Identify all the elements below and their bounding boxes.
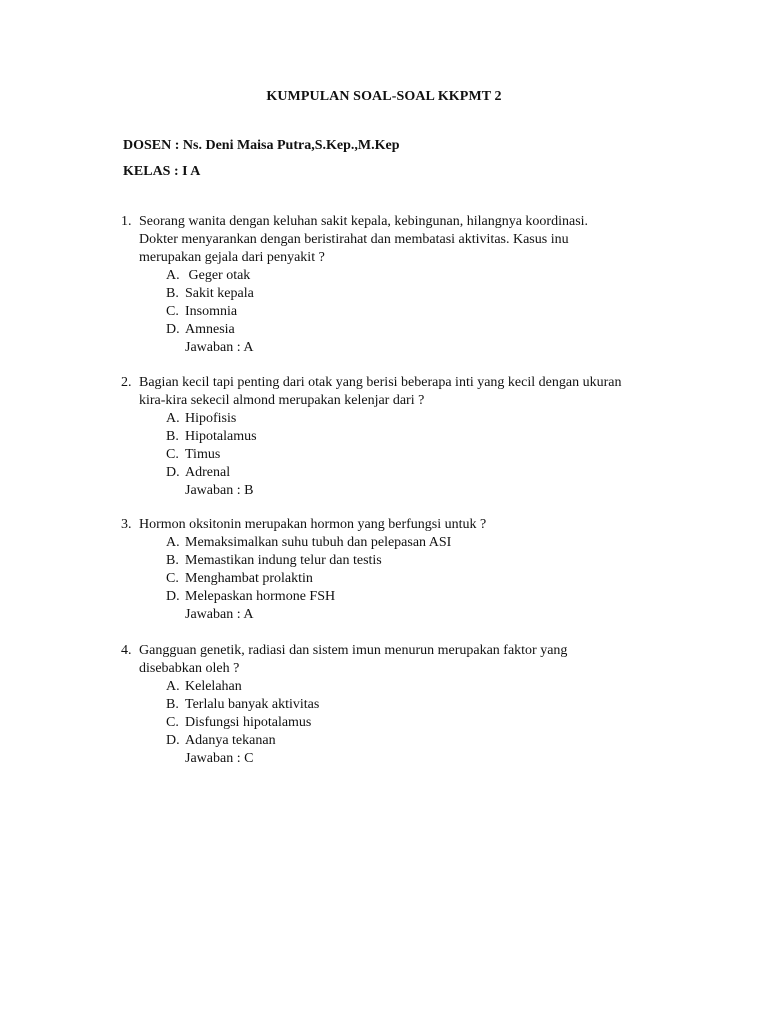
question-4	[121, 642, 681, 768]
option-list	[121, 267, 681, 339]
option-b	[121, 428, 681, 446]
question-number: 1.	[121, 214, 132, 229]
answer-line: Jawaban : C	[185, 751, 254, 766]
lecturer-line: DOSEN : Ns. Deni Maisa Putra,S.Kep.,M.Kep	[123, 138, 400, 153]
option-letter: A.	[166, 535, 180, 550]
option-c	[121, 446, 681, 464]
option-text: Menghambat prolaktin	[185, 571, 313, 586]
option-text: Adrenal	[185, 465, 231, 480]
option-text: Melepaskan hormone FSH	[185, 589, 336, 604]
option-c	[121, 303, 681, 321]
option-letter: C.	[166, 571, 179, 586]
stem-line: Gangguan genetik, radiasi dan sistem imun menurun merupakan faktor yang	[139, 643, 568, 658]
option-a	[121, 410, 681, 428]
answer-line: Jawaban : B	[185, 483, 254, 498]
stem-line: Hormon oksitonin merupakan hormon yang berfungsi untuk ?	[139, 517, 487, 532]
option-text: Adanya tekanan	[185, 733, 276, 748]
question-1	[121, 213, 681, 357]
option-text: Amnesia	[185, 322, 235, 337]
option-list	[121, 534, 681, 606]
option-text: Sakit kepala	[185, 286, 254, 301]
option-text: Hipotalamus	[185, 429, 257, 444]
option-letter: C.	[166, 304, 179, 319]
page-title: KUMPULAN SOAL-SOAL KKPMT 2	[266, 89, 502, 104]
option-text: Insomnia	[185, 304, 238, 319]
option-letter: A.	[166, 679, 180, 694]
option-text: Disfungsi hipotalamus	[185, 715, 312, 730]
option-letter: D.	[166, 322, 180, 337]
option-text: Memaksimalkan suhu tubuh dan pelepasan ASI	[185, 535, 452, 550]
option-letter: B.	[166, 429, 179, 444]
stem-line: Dokter menyarankan dengan beristirahat dan membatasi aktivitas. Kasus inu	[139, 232, 569, 247]
answer-line: Jawaban : A	[185, 607, 254, 622]
option-b	[121, 696, 681, 714]
option-letter: B.	[166, 553, 179, 568]
option-d	[121, 732, 681, 750]
option-letter: C.	[166, 447, 179, 462]
question-stem	[121, 642, 681, 678]
option-c	[121, 570, 681, 588]
option-list	[121, 678, 681, 750]
stem-line: disebabkan oleh ?	[139, 661, 240, 676]
option-letter: A.	[166, 268, 180, 283]
option-text: Hipofisis	[185, 411, 237, 426]
option-b	[121, 552, 681, 570]
option-c	[121, 714, 681, 732]
question-stem	[121, 374, 681, 410]
option-a	[121, 534, 681, 552]
option-letter: D.	[166, 733, 180, 748]
question-stem	[121, 213, 681, 267]
option-letter: D.	[166, 589, 180, 604]
option-text: Terlalu banyak aktivitas	[185, 697, 320, 712]
option-letter: A.	[166, 411, 180, 426]
stem-line: merupakan gejala dari penyakit ?	[139, 250, 325, 265]
option-a	[121, 267, 681, 285]
option-a	[121, 678, 681, 696]
option-text: Memastikan indung telur dan testis	[185, 553, 382, 568]
option-letter: B.	[166, 697, 179, 712]
stem-line: Seorang wanita dengan keluhan sakit kepala, kebingunan, hilangnya koordinasi.	[139, 214, 589, 229]
option-list	[121, 410, 681, 482]
class-line: KELAS : I A	[123, 164, 201, 179]
option-d	[121, 588, 681, 606]
stem-line: Bagian kecil tapi penting dari otak yang berisi beberapa inti yang kecil dengan ukuran	[139, 375, 622, 390]
option-letter: D.	[166, 465, 180, 480]
answer-line: Jawaban : A	[185, 340, 254, 355]
option-b	[121, 285, 681, 303]
stem-line: kira-kira sekecil almond merupakan kelenjar dari ?	[139, 393, 425, 408]
option-d	[121, 464, 681, 482]
question-number: 2.	[121, 375, 132, 390]
option-text: Kelelahan	[185, 679, 242, 694]
question-stem	[121, 516, 681, 534]
option-text: Geger otak	[185, 268, 251, 283]
question-2	[121, 374, 681, 500]
option-letter: C.	[166, 715, 179, 730]
option-letter: B.	[166, 286, 179, 301]
question-3	[121, 516, 681, 624]
question-number: 3.	[121, 517, 132, 532]
question-number: 4.	[121, 643, 132, 658]
option-d	[121, 321, 681, 339]
option-text: Timus	[185, 447, 221, 462]
